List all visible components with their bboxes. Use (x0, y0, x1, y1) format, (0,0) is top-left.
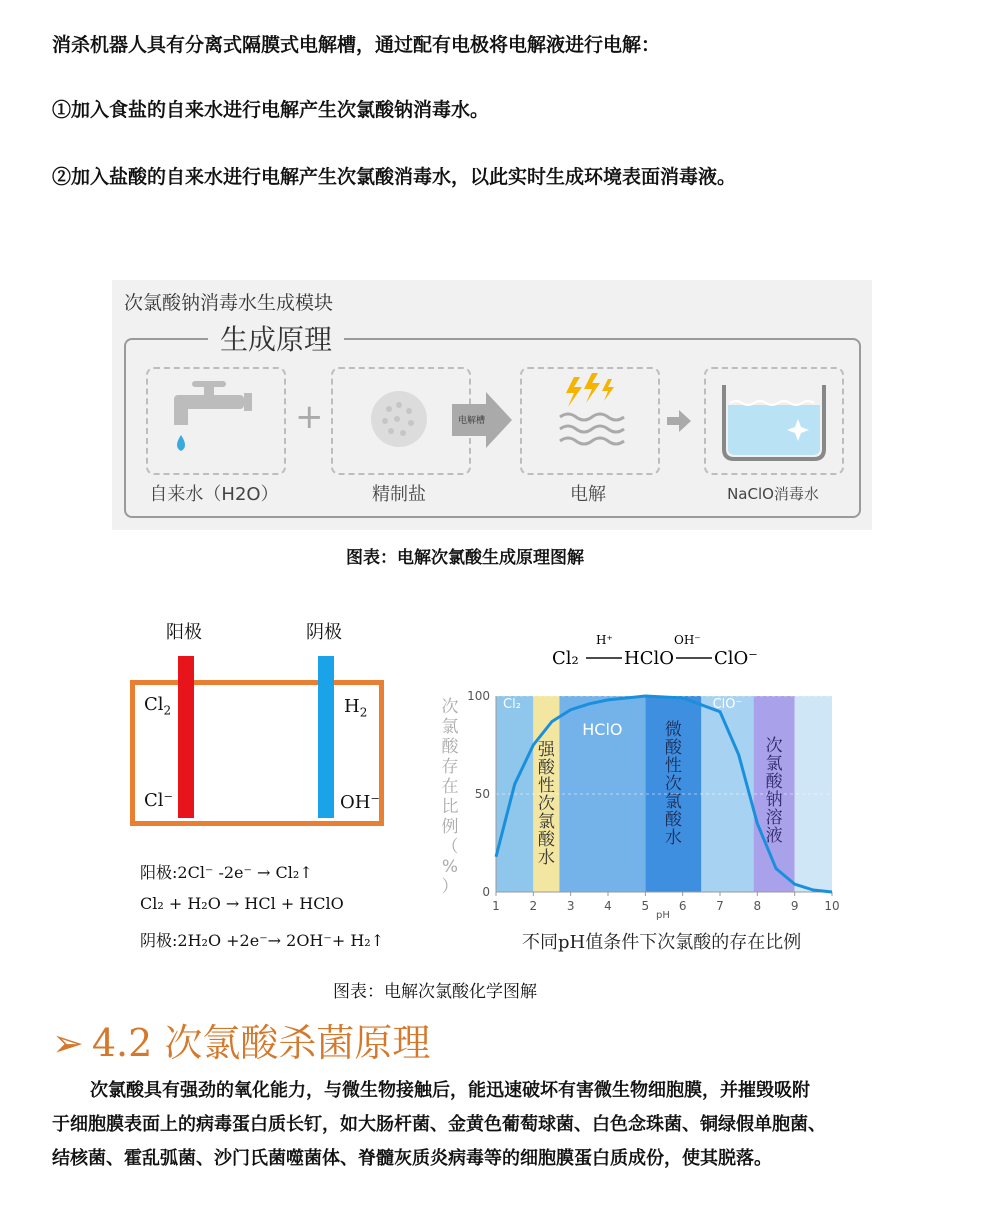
region-label: 微酸性次氯酸水 (664, 720, 682, 849)
principle-title: 生成原理 (208, 318, 344, 358)
section-arrow-icon: ➢ (52, 1021, 84, 1065)
x-tick-label: 4 (604, 899, 612, 913)
step-label-water: 自来水（H2O） (149, 484, 279, 505)
ph-chart (430, 620, 860, 960)
eq-h-plus: H⁺ (596, 633, 613, 647)
step-card-water (146, 367, 286, 475)
y-tick-label: 0 (482, 885, 490, 899)
anode-label: 阳极 (166, 622, 202, 643)
body-line-3: 结核菌、霍乱弧菌、沙门氏菌噬菌体、脊髓灰质炎病毒等的细胞膜蛋白质成份，使其脱落。 (52, 1148, 772, 1169)
eq-cl2: Cl₂ (552, 648, 579, 669)
x-tick-label: 3 (566, 899, 575, 913)
x-tick-label: 9 (790, 899, 799, 913)
x-tick-label: 8 (753, 899, 762, 913)
x-tick-label: 7 (716, 899, 724, 913)
plus-icon: + (295, 397, 324, 437)
figure2-caption: 图表：电解次氯酸化学图解 (333, 982, 537, 1002)
intro-line-3: ②加入盐酸的自来水进行电解产生次氯酸消毒水，以此实时生成环境表面消毒液。 (52, 166, 737, 188)
lightning-waves-icon (522, 369, 658, 473)
equilibrium-formula (552, 633, 758, 669)
electrolyzer-label: 电解槽 (458, 416, 486, 426)
eq-oh: OH⁻ (674, 633, 701, 647)
eq-clo: ClO⁻ (714, 648, 758, 669)
eq-hclo: HClO (624, 648, 674, 669)
step-label-salt: 精制盐 (372, 484, 426, 505)
y-tick-label: 100 (467, 689, 490, 703)
y-tick-label: 50 (474, 787, 490, 801)
cathode-electrode (318, 656, 334, 818)
step-label-electrolysis: 电解 (570, 484, 606, 505)
cl-minus-label: Cl⁻ (144, 790, 174, 811)
salt-icon (333, 369, 469, 473)
step-card-electrolysis (520, 367, 660, 475)
oh-label: OH⁻ (340, 792, 380, 813)
section-heading (52, 1012, 430, 1067)
step-card-naclo (704, 367, 844, 475)
step-label-naclo: NaClO消毒水 (727, 485, 819, 503)
x-axis-label: pH (656, 910, 670, 921)
equation-anode: 阳极:2Cl⁻ -2e⁻ → Cl₂↑ (140, 863, 313, 882)
x-tick-label: 6 (678, 899, 687, 913)
equation-hydrolysis: Cl₂ + H₂O → HCl + HClO (140, 894, 344, 913)
body-line-1: 次氯酸具有强劲的氧化能力，与微生物接触后，能迅速破坏有害微生物细胞膜，并摧毁吸附 (90, 1080, 810, 1101)
intro-line-2: ①加入食盐的自来水进行电解产生次氯酸钠消毒水。 (52, 99, 490, 121)
h2-label: $H_2$ (344, 696, 368, 720)
equation-cathode: 阴极:2H₂O +2e⁻→ 2OH⁻+ H₂↑ (140, 931, 385, 950)
region-label: ClO⁻ (712, 696, 743, 712)
region-label: HClO (582, 720, 623, 740)
intro-line-1: 消杀机器人具有分离式隔膜式电解槽，通过配有电极将电解液进行电解： (52, 34, 661, 56)
small-arrow-icon (667, 410, 691, 432)
figure1-caption: 图表：电解次氯酸生成原理图解 (346, 548, 584, 568)
region-label: 强酸性次氯酸水 (537, 739, 555, 868)
water-tank-icon (706, 369, 842, 473)
figure-generation-principle (112, 280, 872, 530)
module-title: 次氯酸钠消毒水生成模块 (124, 292, 334, 314)
anode-electrode (178, 656, 194, 818)
step-card-salt (331, 367, 471, 475)
x-tick-label: 1 (492, 899, 500, 913)
region-label: Cl₂ (503, 696, 521, 712)
cathode-label: 阴极 (306, 622, 342, 643)
y-axis-label: 次氯酸存在比例（%） (441, 697, 459, 897)
x-tick-label: 2 (529, 899, 538, 913)
region-label: 次氯酸钠溶液 (765, 735, 783, 846)
x-tick-label: 10 (824, 899, 840, 913)
electrolysis-diagram (130, 610, 400, 950)
cl2-label: $Cl_2$ (144, 694, 172, 718)
chart-title: 不同pH值条件下次氯酸的存在比例 (522, 932, 802, 953)
x-tick-label: 5 (641, 899, 650, 913)
faucet-icon (148, 369, 284, 473)
section-title: 4.2 次氯酸杀菌原理 (91, 1021, 431, 1065)
body-line-2: 于细胞膜表面上的病毒蛋白质长钉，如大肠杆菌、金黄色葡萄球菌、白色念珠菌、铜绿假单胞菌、 (52, 1114, 826, 1135)
